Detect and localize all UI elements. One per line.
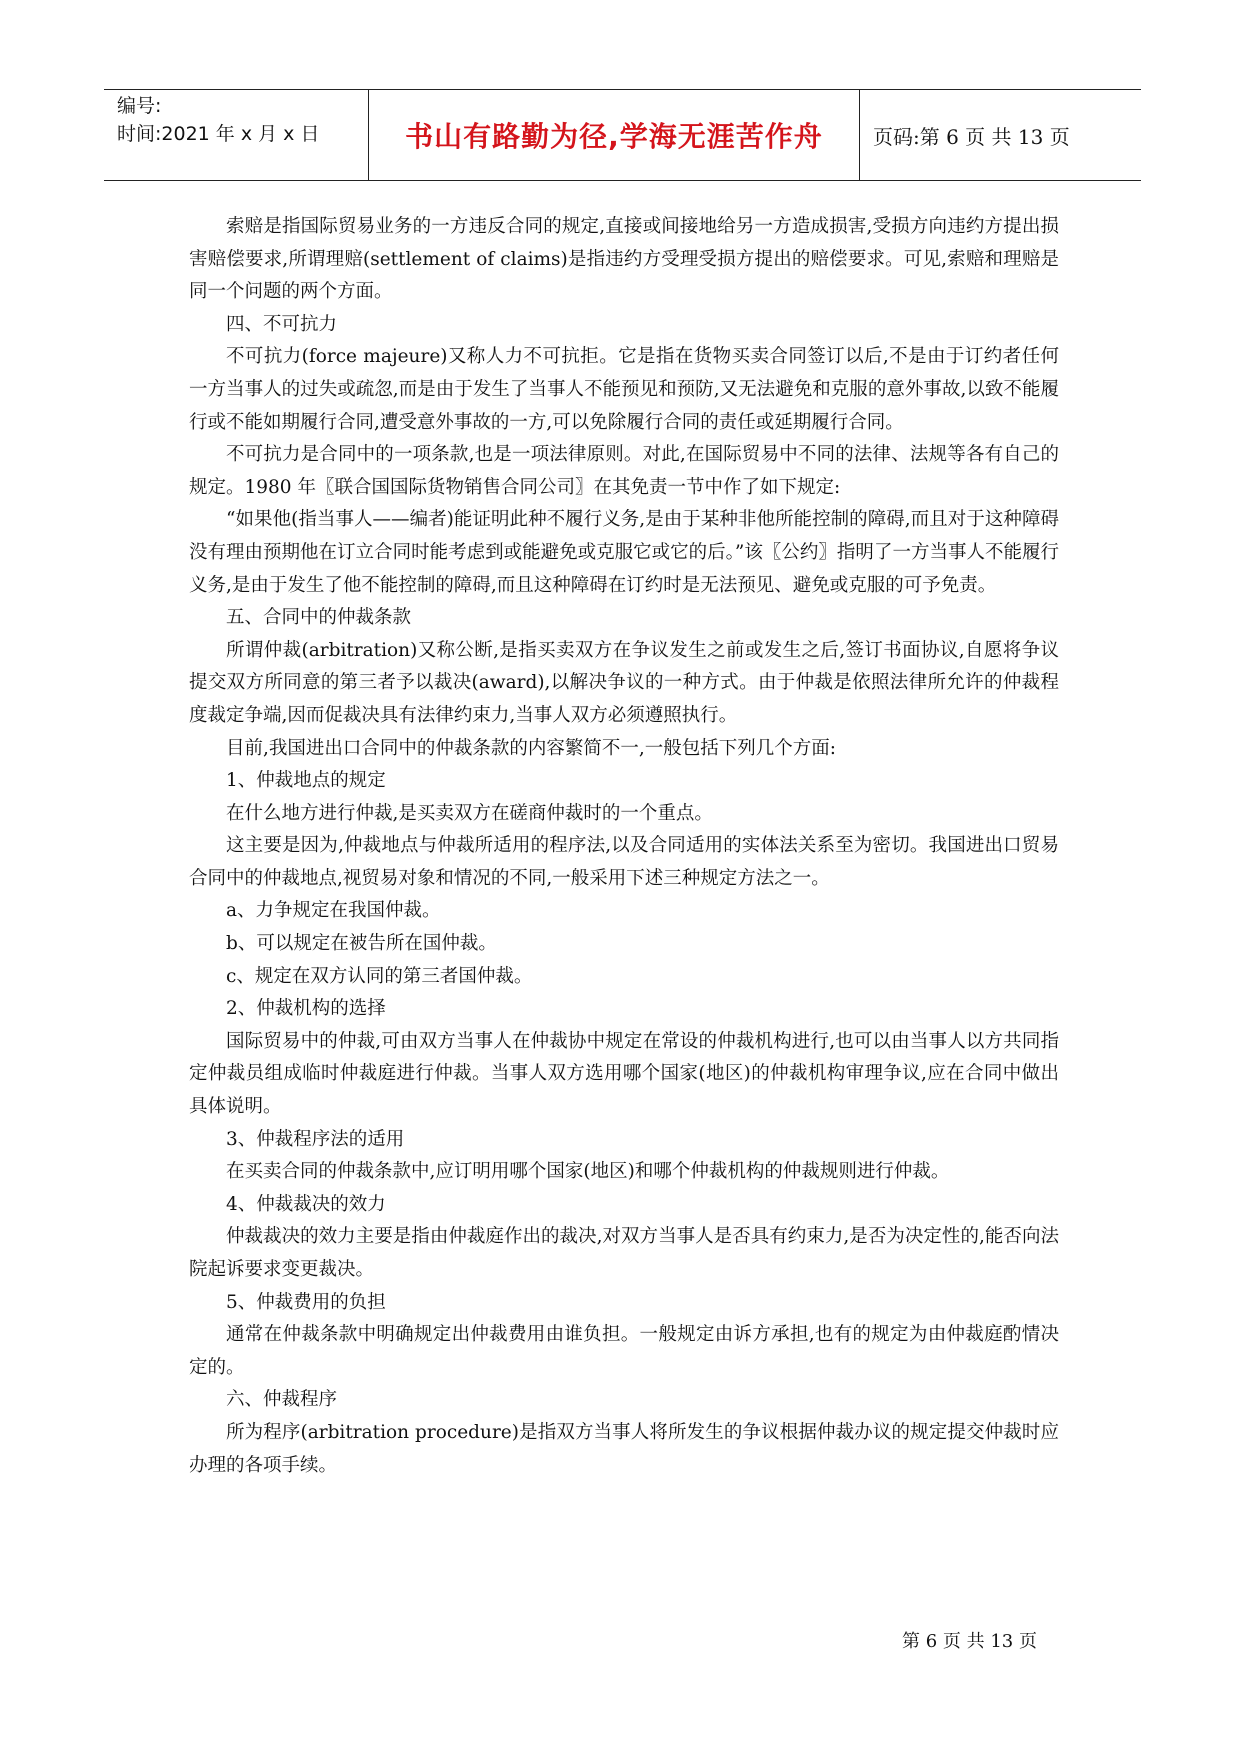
section-heading: 四、不可抗力 — [226, 313, 338, 335]
paragraph: 不可抗力(force majeure)又称人力不可抗拒。它是指在货物买卖合同签订以后,不是由于订约者任何一方当事人的过失或疏忽,而是由于发生了当事人不能预见和预防,又无法避免和克服的意外事故,以致不能履行或不能如期履行合同,遭受意外事故的一方,可以免除履行合同的责任或延期履行合同。 — [189, 346, 1059, 433]
document-body — [189, 211, 1059, 1482]
page-header — [104, 89, 1141, 181]
subsection-heading: 3、仲裁程序法的适用 — [226, 1128, 405, 1150]
section-heading: 五、合同中的仲裁条款 — [226, 607, 412, 629]
subsection-heading: 2、仲裁机构的选择 — [226, 998, 386, 1020]
header-motto: 书山有路勤为径,学海无涯苦作舟 — [405, 120, 823, 153]
paragraph: 索赔是指国际贸易业务的一方违反合同的规定,直接或间接地给另一方造成损害,受损方向违约方提出损害赔偿要求,所谓理赔(settlement of claims)是指违约方受理受损方提出的赔偿要求。可见,索赔和理赔是同一个问题的两个方面。 — [189, 216, 1059, 303]
paragraph: 目前,我国进出口合同中的仲裁条款的内容繁简不一,一般包括下列几个方面: — [226, 737, 836, 759]
page-footer: 第 6 页 共 13 页 — [902, 1631, 1037, 1652]
header-page-cell — [860, 90, 1141, 180]
header-meta — [104, 90, 368, 180]
list-item: b、可以规定在被告所在国仲裁。 — [226, 933, 497, 955]
paragraph: 所谓仲裁(arbitration)又称公断,是指买卖双方在争议发生之前或发生之后,签订书面协议,自愿将争议提交双方所同意的第三者予以裁决(award),以解决争议的一种方式。由于仲裁是依照法律所允许的仲裁程度裁定争端,因而促裁决具有法律约束力,当事人双方必须遵照执行。 — [189, 639, 1059, 726]
subsection-heading: 1、仲裁地点的规定 — [226, 770, 386, 792]
subsection-heading: 5、仲裁费用的负担 — [226, 1291, 386, 1313]
list-item: c、规定在双方认同的第三者国仲裁。 — [226, 965, 533, 987]
header-page-number: 页码:第 6 页 共 13 页 — [873, 124, 1070, 149]
header-motto-cell — [368, 90, 860, 180]
section-heading: 六、仲裁程序 — [226, 1389, 338, 1411]
paragraph: 所为程序(arbitration procedure)是指双方当事人将所发生的争议根据仲裁办议的规定提交仲裁时应办理的各项手续。 — [189, 1421, 1059, 1476]
paragraph: 在什么地方进行仲裁,是买卖双方在磋商仲裁时的一个重点。 — [226, 802, 713, 824]
document-time-label: 时间:2021 年 x 月 x 日 — [117, 123, 320, 145]
document-number-label: 编号: — [117, 95, 162, 117]
paragraph: 这主要是因为,仲裁地点与仲裁所适用的程序法,以及合同适用的实体法关系至为密切。我国进出口贸易合同中的仲裁地点,视贸易对象和情况的不同,一般采用下述三种规定方法之一。 — [189, 835, 1059, 889]
list-item: a、力争规定在我国仲裁。 — [226, 900, 441, 922]
paragraph: 不可抗力是合同中的一项条款,也是一项法律原则。对此,在国际贸易中不同的法律、法规等各有自己的规定。1980 年〖联合国国际货物销售合同公司〗在其免责一节中作了如下规定: — [189, 444, 1059, 498]
paragraph: 仲裁裁决的效力主要是指由仲裁庭作出的裁决,对双方当事人是否具有约束力,是否为决定性的,能否向法院起诉要求变更裁决。 — [189, 1226, 1059, 1280]
quote-paragraph: “如果他(指当事人——编者)能证明此种不履行义务,是由于某种非他所能控制的障碍,而且对于这种障碍没有理由预期他在订立合同时能考虑到或能避免或克服它或它的后。”该〖公约〗指明了一方当事人不能履行义务,是由于发生了他不能控制的障碍,而且这种障碍在订约时是无法预见、避免或克服的可予免责。 — [189, 509, 1059, 596]
subsection-heading: 4、仲裁裁决的效力 — [226, 1193, 386, 1215]
paragraph: 在买卖合同的仲裁条款中,应订明用哪个国家(地区)和哪个仲裁机构的仲裁规则进行仲裁。 — [226, 1161, 950, 1183]
paragraph: 国际贸易中的仲裁,可由双方当事人在仲裁协中规定在常设的仲裁机构进行,也可以由当事人以方共同指定仲裁员组成临时仲裁庭进行仲裁。当事人双方选用哪个国家(地区)的仲裁机构审理争议,应在合同中做出具体说明。 — [189, 1030, 1059, 1118]
paragraph: 通常在仲裁条款中明确规定出仲裁费用由谁负担。一般规定由诉方承担,也有的规定为由仲裁庭酌情决定的。 — [189, 1324, 1059, 1378]
